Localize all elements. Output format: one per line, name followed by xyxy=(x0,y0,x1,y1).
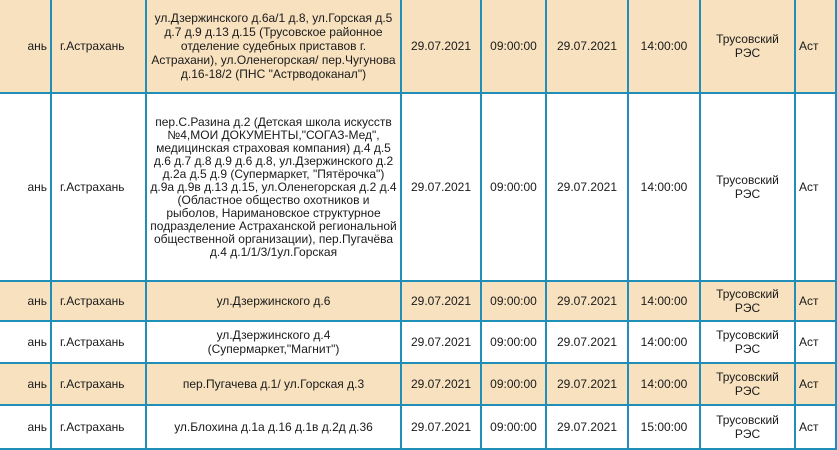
district-cell: ань xyxy=(0,281,51,321)
start-date-cell: 29.07.2021 xyxy=(401,93,481,281)
extra-cell: Аст xyxy=(795,405,836,449)
start-time-cell: 09:00:00 xyxy=(481,321,546,363)
address-cell: ул.Дзержинского д.4 (Супермаркет,"Магнит") xyxy=(146,321,401,363)
end-date-cell: 29.07.2021 xyxy=(546,0,628,93)
start-date-cell: 29.07.2021 xyxy=(401,281,481,321)
table-row xyxy=(0,405,836,449)
address-cell: ул.Дзержинского д.6а/1 д.8, ул.Горская д.5 д.7 д.9 д.13 д.15 (Трусовское районное отделение судебных приставов г. Астрахани), ул.Оленегорская/ пер.Чугунова д.16-18/2 (ПНС "Астрводоканал") xyxy=(146,0,401,93)
extra-cell: Аст xyxy=(795,281,836,321)
end-time-cell: 14:00:00 xyxy=(628,321,700,363)
table-row xyxy=(0,0,836,93)
start-date-cell: 29.07.2021 xyxy=(401,405,481,449)
start-time-cell: 09:00:00 xyxy=(481,281,546,321)
district-cell: ань xyxy=(0,93,51,281)
end-time-cell: 15:00:00 xyxy=(628,405,700,449)
district-cell: ань xyxy=(0,405,51,449)
table-row xyxy=(0,321,836,363)
district-cell: ань xyxy=(0,363,51,405)
end-date-cell: 29.07.2021 xyxy=(546,93,628,281)
start-time-cell: 09:00:00 xyxy=(481,405,546,449)
res-cell: Трусовский РЭС xyxy=(700,405,795,449)
city-cell: г.Астрахань xyxy=(51,321,146,363)
start-time-cell: 09:00:00 xyxy=(481,363,546,405)
start-date-cell: 29.07.2021 xyxy=(401,363,481,405)
extra-cell: Аст xyxy=(795,0,836,93)
res-cell: Трусовский РЭС xyxy=(700,0,795,93)
city-cell: г.Астрахань xyxy=(51,405,146,449)
table-row xyxy=(0,281,836,321)
city-cell: г.Астрахань xyxy=(51,363,146,405)
district-cell: ань xyxy=(0,321,51,363)
table-row xyxy=(0,93,836,281)
res-cell: Трусовский РЭС xyxy=(700,281,795,321)
extra-cell: Аст xyxy=(795,363,836,405)
end-time-cell: 14:00:00 xyxy=(628,281,700,321)
res-cell: Трусовский РЭС xyxy=(700,321,795,363)
end-time-cell: 14:00:00 xyxy=(628,93,700,281)
start-time-cell: 09:00:00 xyxy=(481,93,546,281)
start-date-cell: 29.07.2021 xyxy=(401,0,481,93)
end-date-cell: 29.07.2021 xyxy=(546,281,628,321)
address-cell: ул.Дзержинского д.6 xyxy=(146,281,401,321)
res-cell: Трусовский РЭС xyxy=(700,363,795,405)
address-cell: ул.Блохина д.1а д.16 д.1в д.2д д.36 xyxy=(146,405,401,449)
city-cell: г.Астрахань xyxy=(51,93,146,281)
city-cell: г.Астрахань xyxy=(51,281,146,321)
extra-cell: Аст xyxy=(795,93,836,281)
res-cell: Трусовский РЭС xyxy=(700,93,795,281)
start-time-cell: 09:00:00 xyxy=(481,0,546,93)
address-cell: пер.Пугачева д.1/ ул.Горская д.3 xyxy=(146,363,401,405)
end-date-cell: 29.07.2021 xyxy=(546,405,628,449)
end-time-cell: 14:00:00 xyxy=(628,363,700,405)
table-row xyxy=(0,363,836,405)
address-cell: пер.С.Разина д.2 (Детская школа искусств №4,МОИ ДОКУМЕНТЫ,"СОГАЗ-Мед", медицинская страховая компания) д.4 д.5 д.6 д.7 д.8 д.9 д.6 д.8, ул.Дзержинского д.2 д.2а д.5 д.9 (Супермаркет, "Пятёрочка") д.9а д.9в д.13 д.15, ул.Оленегорская д.2 д.4 (Областное общество охотников и рыболов, Наримановское структурное подразделение Астраханской региональной общественной организации), пер.Пугачёва д.4 д.1/1/3/1ул.Горская xyxy=(146,93,401,281)
start-date-cell: 29.07.2021 xyxy=(401,321,481,363)
end-time-cell: 14:00:00 xyxy=(628,0,700,93)
extra-cell: Аст xyxy=(795,321,836,363)
end-date-cell: 29.07.2021 xyxy=(546,321,628,363)
end-date-cell: 29.07.2021 xyxy=(546,363,628,405)
city-cell: г.Астрахань xyxy=(51,0,146,93)
district-cell: ань xyxy=(0,0,51,93)
